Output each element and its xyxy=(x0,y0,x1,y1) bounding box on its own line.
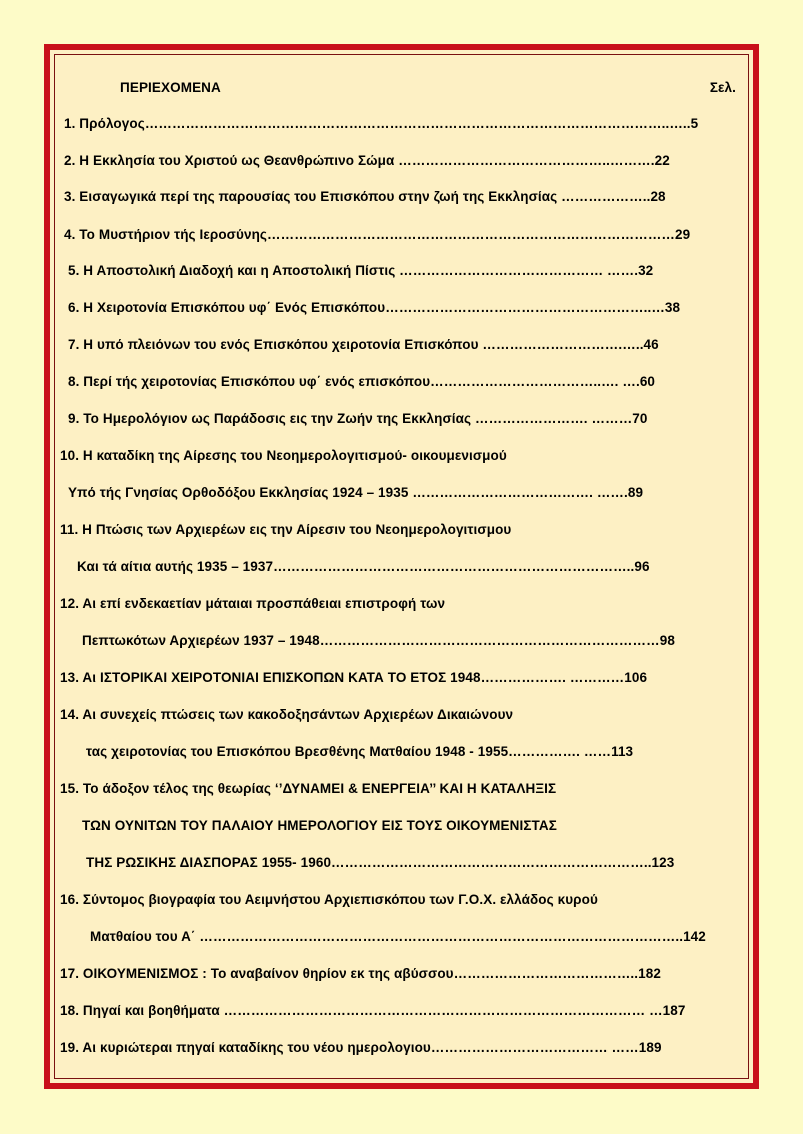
toc-entry: 15. Το άδοξον τέλος της θεωρίας ‘’ΔΥΝΑΜΕΙ & ΕΝΕΡΓΕΙΑ’’ ΚΑΙ Η ΚΑΤΑΛΗΞΙΣ xyxy=(60,781,557,796)
toc-entry: 10. Η καταδίκη της Αίρεσης του Νεοημερολογιτισμού- οικουμενισμού xyxy=(60,448,507,463)
toc-entry: 1. Πρόλογος……………………………………………………………………………………………………..…..5 xyxy=(64,116,699,131)
toc-entry: 8. Περί τής χειροτονίας Επισκόπου υφ΄ ενός επισκόπου………………………………..…. ….60 xyxy=(68,374,656,389)
toc-entry: 16. Σύντομος βιογραφία του Αειμνήστου Αρχιεπισκόπου των Γ.Ο.Χ. ελλάδος κυρού xyxy=(60,892,598,907)
toc-entry: 2. Η Εκκλησία του Χριστού ως Θεανθρώπινο Σώμα ………………………………………..……….22 xyxy=(64,153,670,168)
toc-entry: 13. Αι ΙΣΤΟΡΙΚΑΙ ΧΕΙΡΟΤΟΝΙΑΙ ΕΠΙΣΚΟΠΩΝ ΚΑΤΑ ΤΟ ΕΤΟΣ 1948………………. …………106 xyxy=(60,670,648,685)
toc-entry: 5. Η Αποστολική Διαδοχή και η Αποστολική Πίστις ……………………………………… …….32 xyxy=(68,263,654,278)
toc-entry: 14. Αι συνεχείς πτώσεις των κακοδοξησάντων Αρχιερέων Δικαιώνουν xyxy=(60,707,514,722)
toc-entry: 4. Το Μυστήριον τής Ιεροσύνης………………………………………………………………………………29 xyxy=(64,227,691,242)
toc-entry-continued: Υπό τής Γνησίας Ορθοδόξου Εκκλησίας 1924 – 1935 …………………………………. …….89 xyxy=(68,485,644,500)
toc-entry: 3. Εισαγωγικά περί της παρουσίας του Επισκόπου στην ζωή της Εκκλησίας ………………..28 xyxy=(64,189,666,204)
toc-title: ΠΕΡΙΕΧΟΜΕΝΑ xyxy=(120,80,221,95)
toc-entry: 9. Το Ημερολόγιον ως Παράδοσις εις την Ζωήν της Εκκλησίας ……………………. ………70 xyxy=(68,411,648,426)
toc-entry-continued: ΤΗΣ ΡΩΣΙΚΗΣ ΔΙΑΣΠΟΡΑΣ 1955- 1960……………………………………………………………..123 xyxy=(86,855,675,870)
toc-entry: 17. ΟΙΚΟΥΜΕΝΙΣΜΟΣ : Το αναβαίνον θηρίον εκ της αβύσσου…………………………………..182 xyxy=(60,966,661,981)
toc-entry: 12. Αι επί ενδεκαετίαν μάταιαι προσπάθειαι επιστροφή των xyxy=(60,596,446,611)
toc-entry: 11. Η Πτώσις των Αρχιερέων εις την Αίρεσιν του Νεοημερολογιτισμου xyxy=(60,522,512,537)
toc-entry-continued: ΤΩΝ ΟΥΝΙΤΩΝ ΤΟΥ ΠΑΛΑΙΟΥ ΗΜΕΡΟΛΟΓΙΟΥ ΕΙΣ ΤΟΥΣ ΟΙΚΟΥΜΕΝΙΣΤΑΣ xyxy=(82,818,557,833)
toc-entry-continued: Ματθαίου του Α΄ ……………………………………………………………………………………………..142 xyxy=(90,929,706,944)
toc-entry: 6. Η Χειροτονία Επισκόπου υφ΄ Ενός Επισκόπου…………………………………………………..…38 xyxy=(68,300,681,315)
toc-entry: 18. Πηγαί και βοηθήματα ………………………………………………………………………………… …187 xyxy=(60,1003,686,1018)
toc-entry-continued: Πεπτωκότων Αρχιερέων 1937 – 1948…………………………………………………………………98 xyxy=(82,633,675,648)
page-column-label: Σελ. xyxy=(709,80,736,95)
toc-entry-continued: Και τά αίτια αυτής 1935 – 1937……………………………………………………………………..96 xyxy=(77,559,650,574)
toc-entry-continued: τας χειροτονίας του Επισκόπου Βρεσθένης Ματθαίου 1948 - 1955……………. ……113 xyxy=(86,744,634,759)
toc-entry: 19. Αι κυριώτεραι πηγαί καταδίκης του νέου ημερολογιου………………………………… ……189 xyxy=(60,1040,662,1055)
toc-entry: 7. Η υπό πλειόνων του ενός Επισκόπου χειροτονία Επισκόπου ………………………….…..46 xyxy=(68,337,659,352)
